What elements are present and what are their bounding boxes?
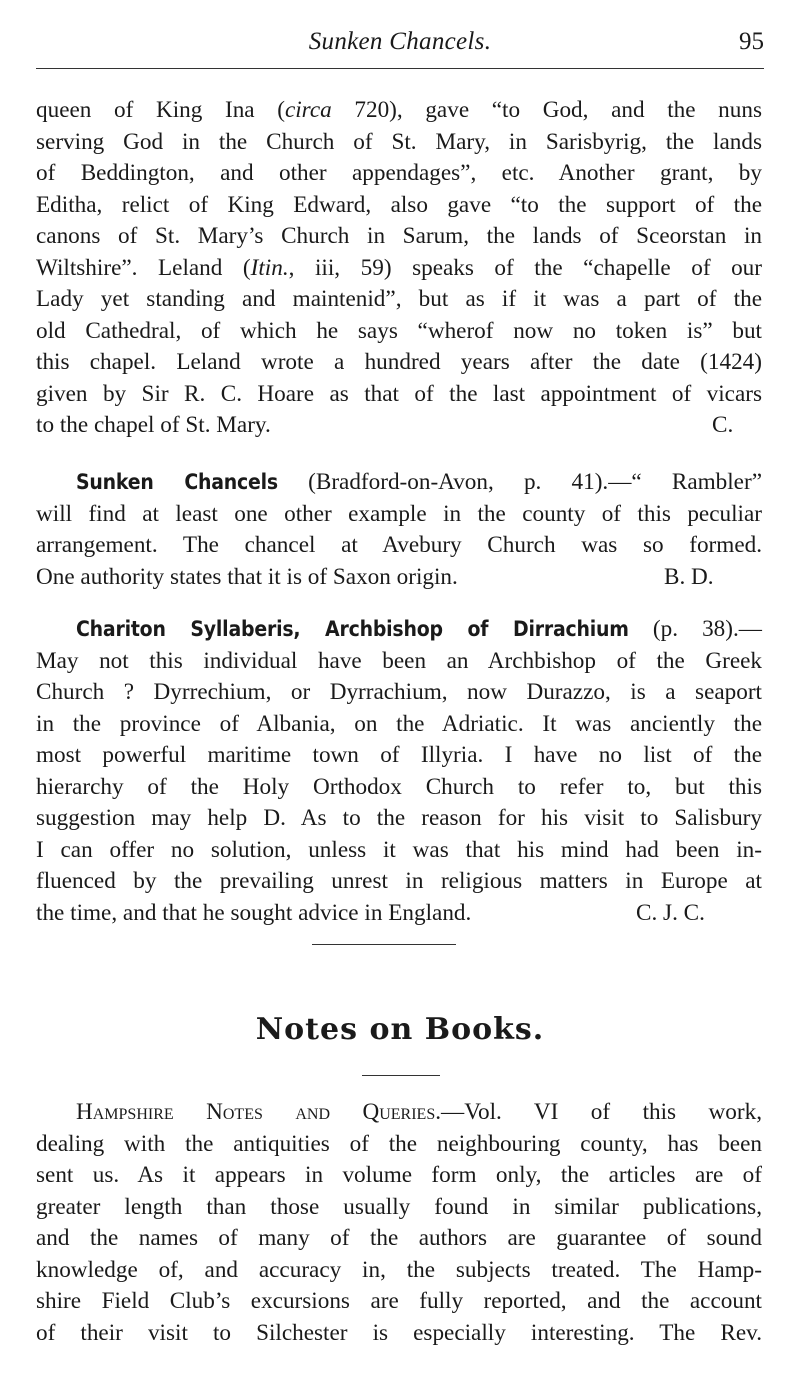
- text-segment: —Vol. VI of this work,: [441, 1099, 763, 1125]
- italic-term: Itin.: [250, 254, 289, 281]
- running-title: Sunken Chancels.: [308, 28, 492, 55]
- text-line: suggestion may help D. As to the reason for his visit to Salisbury: [36, 805, 762, 831]
- text-segment: , iii, 59) speaks of the “chapelle of our: [288, 254, 762, 281]
- signature: C.: [712, 412, 734, 438]
- text-line: serving God in the Church of St. Mary, in Sarisbyrig, the lands: [36, 128, 762, 155]
- text-line: given by Sir R. C. Hoare as that of the last appointment of vicars: [36, 380, 762, 407]
- text-line: [36, 1097, 762, 1129]
- text-line: arrangement. The chancel at Avebury Church was so formed.: [36, 532, 762, 558]
- text-line: this chapel. Leland wrote a hundred years after the date (1424): [36, 349, 762, 375]
- section-heading: Notes on Books.: [255, 1012, 545, 1047]
- text-line: hierarchy of the Holy Orthodox Church to refer to, but this: [36, 773, 762, 800]
- text-segment: queen of King Ina (: [36, 97, 285, 123]
- text-segment: the time, and that he sought advice in England.: [36, 899, 472, 926]
- text-line: and the names of many of the authors are guarantee of sound: [36, 1225, 762, 1251]
- text-line: Lady yet standing and maintenid”, but as if it was a part of the: [36, 286, 762, 312]
- text-line: [36, 95, 762, 127]
- text-segment: (Bradford-on-Avon, p. 41).—“ Rambler”: [277, 469, 762, 495]
- entry-heading: Chariton Syllaberis, Archbishop of Dirrachium: [76, 617, 629, 641]
- text-line: will find at least one other example in the county of this peculiar: [36, 500, 762, 527]
- page-number: 95: [739, 28, 764, 55]
- text-line: dealing with the antiquities of the neighbouring county, has been: [36, 1130, 762, 1157]
- text-line: [36, 410, 762, 442]
- text-line: shire Field Club’s excursions are fully reported, and the account: [36, 1288, 762, 1314]
- paragraph-sunken-chancels: [36, 467, 762, 593]
- header-rule: [36, 68, 764, 69]
- text-segment: One authority states that it is of Saxon origin.: [36, 563, 458, 590]
- text-line: greater length than those usually found in similar publications,: [36, 1193, 762, 1220]
- text-line: Church ? Dyrrechium, or Dyrrachium, now Durazzo, is a seaport: [36, 679, 762, 705]
- text-line: in the province of Albania, on the Adriatic. It was anciently the: [36, 710, 762, 737]
- text-segment: (p. 38).—: [628, 616, 762, 642]
- text-line: canons of St. Mary’s Church in Sarum, the lands of Sceorstan in: [36, 223, 762, 249]
- entry-heading: Sunken Chancels: [76, 470, 278, 494]
- text-line: [36, 467, 762, 499]
- text-line: [36, 898, 762, 930]
- section-divider: [312, 944, 456, 945]
- signature: B. D.: [664, 563, 714, 590]
- signature: C. J. C.: [636, 899, 705, 926]
- text-segment: to the chapel of St. Mary.: [36, 412, 271, 438]
- running-header: [36, 22, 764, 62]
- paragraph-hampshire-notes: [36, 1097, 762, 1349]
- text-line: May not this individual have been an Archbishop of the Greek: [36, 647, 762, 674]
- text-line: sent us. As it appears in volume form only, the articles are of: [36, 1162, 762, 1188]
- paragraph-chapel-st-mary: [36, 95, 762, 442]
- text-line: Editha, relict of King Edward, also gave “to the support of the: [36, 191, 762, 218]
- text-line: [36, 253, 762, 285]
- heading-underline: [362, 1075, 440, 1076]
- text-line: [36, 562, 762, 594]
- text-segment: 720), gave “to God, and the nuns: [331, 97, 762, 123]
- text-line: of Beddington, and other appendages”, etc. Another grant, by: [36, 160, 762, 186]
- paragraph-chariton-syllaberis: [36, 614, 762, 929]
- italic-term: circa: [284, 97, 332, 123]
- text-line: old Cathedral, of which he says “wherof now no token is” but: [36, 317, 762, 344]
- text-line: [36, 614, 762, 646]
- text-line: of their visit to Silchester is especially interesting. The Rev.: [36, 1319, 762, 1346]
- text-line: fluenced by the prevailing unrest in religious matters in Europe at: [36, 868, 762, 894]
- text-line: knowledge of, and accuracy in, the subjects treated. The Hamp-: [36, 1256, 762, 1283]
- text-segment: Wiltshire”. Leland (: [36, 254, 251, 281]
- text-line: most powerful maritime town of Illyria. I have no list of the: [36, 742, 762, 768]
- publication-title: Hampshire Notes and Queries.: [76, 1099, 442, 1125]
- text-line: I can offer no solution, unless it was that his mind had been in-: [36, 836, 762, 863]
